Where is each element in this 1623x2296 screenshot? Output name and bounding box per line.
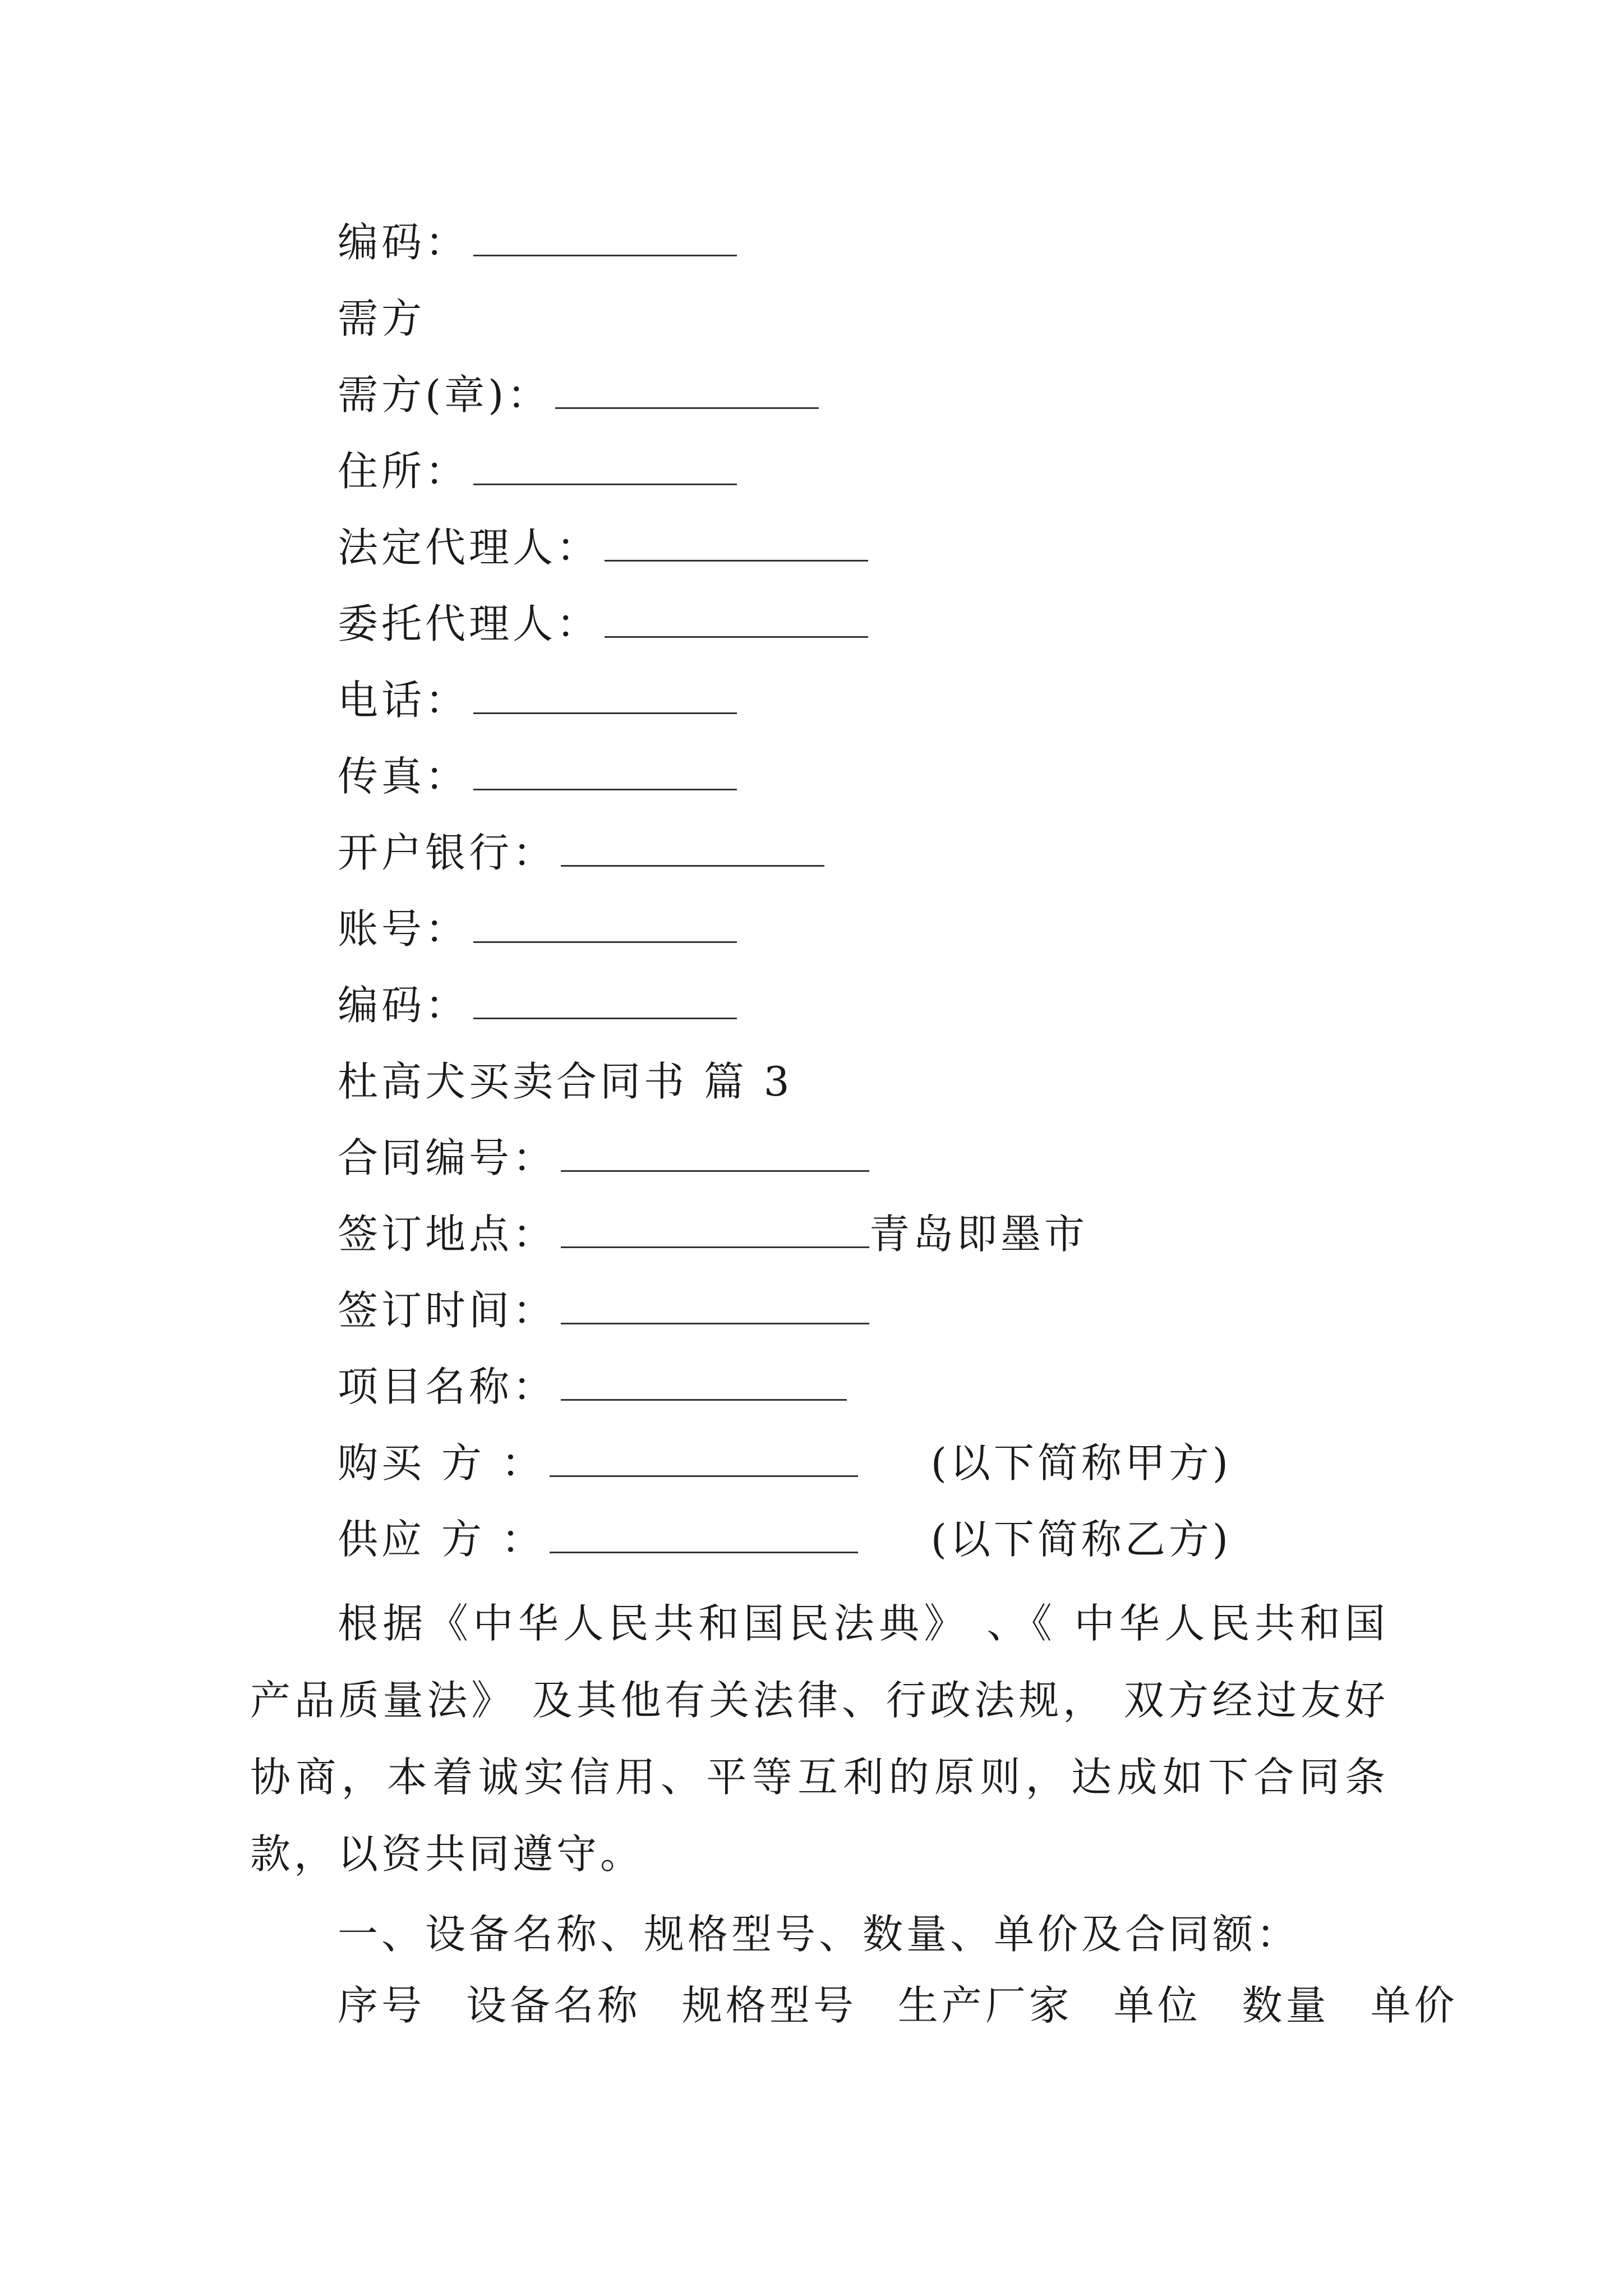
field-address <box>338 440 737 502</box>
field-label: 签订时间： <box>338 1287 557 1334</box>
field-after-text: (以下简称乙方) <box>930 1516 1232 1563</box>
blank-line <box>473 218 737 256</box>
field-project-name <box>338 1356 847 1418</box>
blank-line <box>561 1133 869 1172</box>
blank-line <box>561 1286 869 1324</box>
field-label: 合同编号： <box>338 1134 557 1181</box>
table-header-cell: 数量 <box>1242 1982 1330 2029</box>
field-label: 需方 <box>338 295 426 342</box>
blank-line <box>473 675 737 714</box>
intro-paragraph: 根据《中华人民共和国民法典》 、《 中华人民共和国产品质量法》 及其他有关法律、行政法规， 双方经过友好协商，本着诚实信用、平等互利的原则，达成如下合同条款，以资共同遵守。 <box>250 1600 1389 1878</box>
field-after-text: (以下简称甲方) <box>930 1439 1232 1487</box>
blank-line <box>473 981 737 1019</box>
blank-line <box>561 1362 847 1401</box>
blank-line <box>473 447 737 485</box>
field-after-text: 青岛即墨市 <box>869 1211 1089 1258</box>
field-label: 购买 方 ： <box>338 1439 545 1487</box>
field-buyer-seal <box>338 364 819 426</box>
blank-line <box>561 1209 869 1248</box>
table-header-cell: 序号 <box>338 1982 426 2029</box>
field-account <box>338 898 737 960</box>
item-1-paragraph: 一、设备名称、规格型号、数量、单价及合同额： <box>338 1911 1301 1958</box>
blank-line <box>605 523 868 562</box>
blank-line <box>550 1515 858 1553</box>
table-header-cell: 设备名称 <box>465 1982 641 2029</box>
field-label: 住所： <box>338 448 469 495</box>
blank-line <box>561 828 824 867</box>
section-title: 杜高犬买卖合同书 篇 3 <box>338 1058 793 1105</box>
field-label: 电话： <box>338 677 469 724</box>
field-label: 项目名称： <box>338 1363 557 1410</box>
field-label: 法定代理人： <box>338 524 601 571</box>
blank-line <box>605 599 868 638</box>
blank-line <box>555 370 819 409</box>
field-bank <box>338 822 824 884</box>
field-contract-number <box>338 1127 869 1189</box>
field-label: 需方(章)： <box>338 371 551 418</box>
field-fax <box>338 746 737 807</box>
field-label: 委托代理人： <box>338 600 601 647</box>
field-label: 编码： <box>338 982 469 1029</box>
blank-line <box>473 904 737 943</box>
field-legal-agent <box>338 517 868 578</box>
field-label: 签订地点： <box>338 1211 557 1258</box>
table-header-row <box>338 1975 1458 2036</box>
field-label: 开户银行： <box>338 829 557 876</box>
table-header-cell: 单价 <box>1370 1982 1458 2029</box>
field-entrusted-agent <box>338 593 868 655</box>
field-signing-place <box>338 1203 1088 1265</box>
field-supplier <box>338 1508 1232 1570</box>
field-phone <box>338 669 737 731</box>
table-header-cell: 单位 <box>1113 1982 1201 2029</box>
field-code-1 <box>338 211 737 273</box>
table-header-cell: 生产厂家 <box>897 1982 1073 2029</box>
heading-buyer <box>338 288 425 349</box>
field-signing-time <box>338 1280 869 1341</box>
field-label: 供应 方 ： <box>338 1516 545 1563</box>
blank-line <box>473 752 737 790</box>
field-code-2 <box>338 974 737 1036</box>
blank-line <box>550 1438 858 1477</box>
field-label: 账号： <box>338 905 469 953</box>
field-label: 编码： <box>338 219 469 266</box>
field-purchaser <box>338 1432 1232 1494</box>
table-header-cell: 规格型号 <box>681 1982 857 2029</box>
field-label: 传真： <box>338 753 469 800</box>
